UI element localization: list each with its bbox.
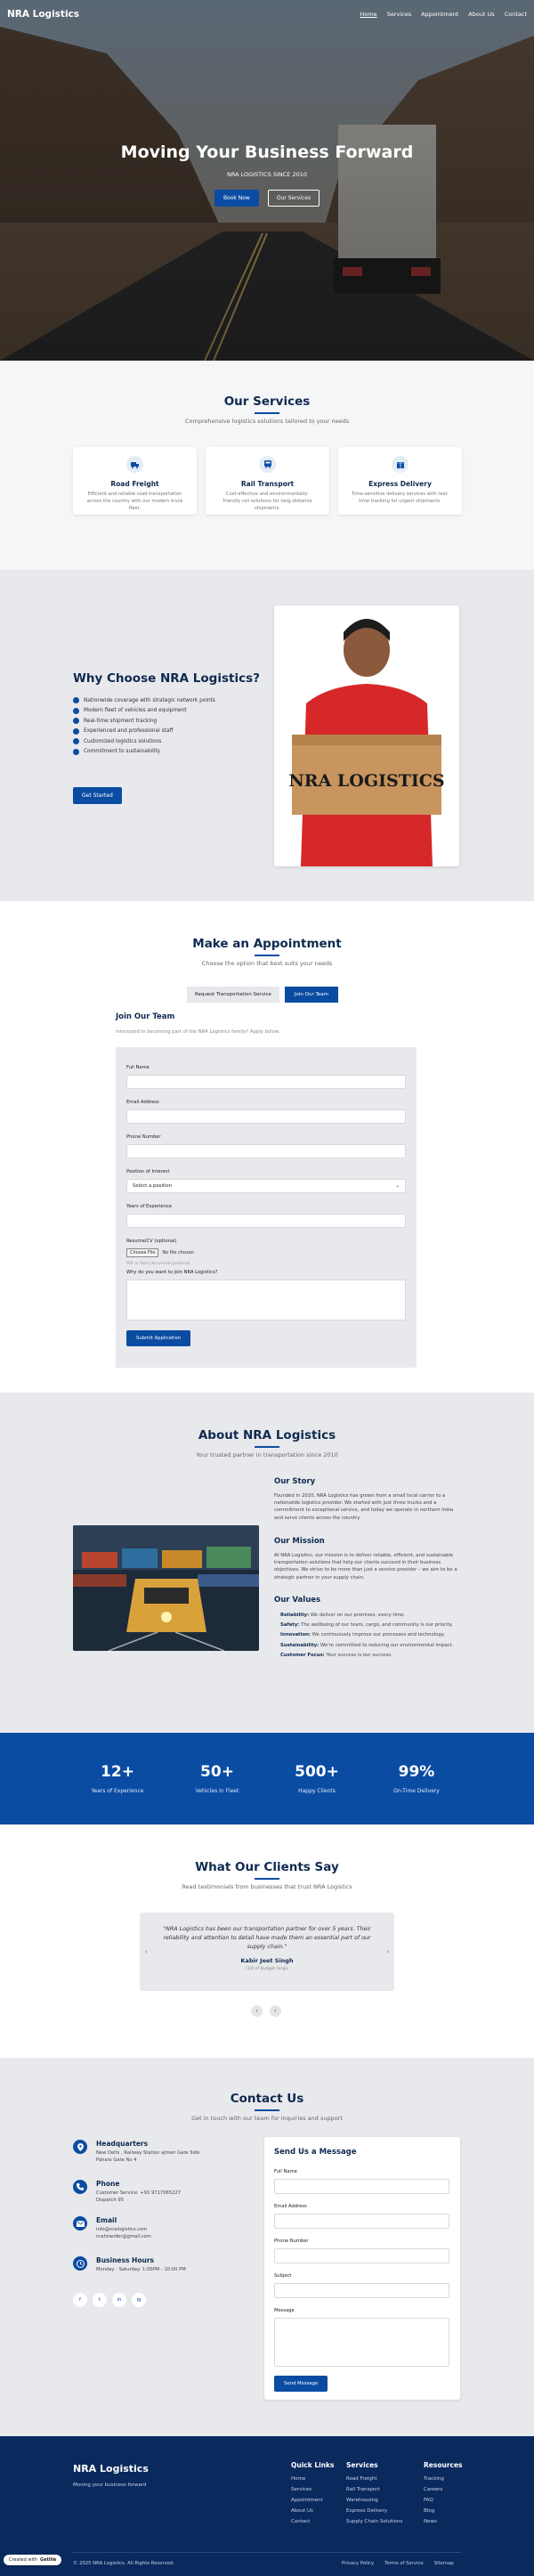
testimonials-title: What Our Clients Say — [195, 1860, 339, 1874]
envelope-icon — [73, 2216, 87, 2231]
list-item: Reliability: We deliver on our promises, every time. — [280, 1613, 406, 1618]
contact-email-input[interactable] — [274, 2214, 449, 2229]
position-select[interactable] — [126, 1179, 406, 1193]
about-subtitle: Your trusted partner in transportation since 2010 — [196, 1451, 338, 1459]
get-started-button[interactable]: Get Started — [73, 787, 122, 804]
testimonial-name: Kabir Jeet Singh — [240, 1957, 294, 1965]
email-text[interactable]: info@nralogistics.com nrahnwider@gmail.com — [96, 2227, 151, 2240]
check-circle-icon — [73, 718, 79, 724]
footer-column-title: Resources — [424, 2461, 463, 2469]
our-mission-title: Our Mission — [274, 1537, 325, 1546]
box-label: NRA LOGISTICS — [288, 771, 445, 791]
footer-link-supply-chain[interactable]: Supply Chain Solutions — [346, 2519, 403, 2524]
stat-on-time — [372, 1763, 461, 1794]
email-input[interactable] — [126, 1109, 406, 1124]
service-card-desc: Efficient and reliable road transportation across the country with our modern truck fleet. — [86, 492, 183, 511]
list-item: Customer Focus: Your success is our success. — [280, 1652, 392, 1658]
nav-link-about[interactable]: About Us — [468, 11, 495, 18]
service-card-title: Road Freight — [110, 480, 159, 488]
contact-phone-label: Phone Number — [274, 2239, 309, 2244]
footer-link-blog[interactable]: Blog — [424, 2508, 435, 2514]
privacy-policy-link[interactable]: Privacy Policy — [342, 2561, 375, 2566]
box-icon — [392, 456, 409, 473]
check-circle-icon — [73, 738, 79, 744]
testimonial-card — [140, 1913, 394, 1991]
footer-copyright: © 2025 NRA Logistics. All Rights Reserved. — [73, 2561, 175, 2566]
footer-link-services[interactable]: Services — [291, 2487, 312, 2492]
footer-link-faq[interactable]: FAQ — [424, 2498, 433, 2503]
hero-content — [0, 142, 534, 207]
footer-link-news[interactable]: News — [424, 2519, 437, 2524]
testimonials-section — [0, 1824, 534, 2058]
position-select-value: Select a position — [133, 1183, 172, 1189]
badge-text: Created with — [9, 2557, 37, 2563]
stat-vehicles — [173, 1763, 262, 1794]
contact-form — [264, 2137, 460, 2400]
chevron-right-icon[interactable]: › — [386, 1948, 389, 1955]
phone-text[interactable]: Customer Service: +91 9717065227 Dispatch 95 — [96, 2190, 182, 2204]
list-item: Customized logistics solutions — [73, 738, 215, 744]
title-underline — [255, 955, 279, 956]
footer-divider — [73, 2552, 461, 2553]
list-item: Safety: The wellbeing of our team, cargo, and community is our priority. — [280, 1622, 453, 1629]
resume-file-input[interactable] — [126, 1248, 194, 1257]
join-subtitle: Interested in becoming part of the NRA Logistics family? Apply below. — [116, 1029, 280, 1035]
created-with-badge[interactable] — [4, 2555, 61, 2565]
footer-link-tracking[interactable]: Tracking — [424, 2476, 444, 2482]
check-circle-icon — [73, 749, 79, 755]
list-item: Sustainability: We're committed to reducing our environmental impact. — [280, 1642, 454, 1648]
services-section — [0, 361, 534, 570]
top-navbar — [0, 0, 534, 28]
full-name-input[interactable] — [126, 1075, 406, 1089]
title-underline — [255, 412, 279, 414]
footer-tagline: Moving your business forward — [73, 2483, 147, 2488]
stat-years — [73, 1763, 162, 1794]
stat-clients — [272, 1763, 361, 1794]
appointment-subtitle: Choose the option that best suits your needs — [201, 960, 333, 967]
service-card-title: Rail Transport — [240, 480, 295, 488]
why-choose-section — [0, 570, 534, 901]
stat-label: On-Time Delivery — [393, 1788, 440, 1794]
nav-link-appointment[interactable]: Appointment — [421, 11, 459, 18]
contact-subject-label: Subject — [274, 2273, 292, 2279]
check-circle-icon — [73, 697, 79, 703]
stat-number: 500+ — [295, 1763, 339, 1781]
contact-phone-input[interactable] — [274, 2248, 449, 2263]
phone-icon — [73, 2180, 87, 2194]
contact-section — [0, 2058, 534, 2436]
footer-link-appointment[interactable]: Appointment — [291, 2498, 323, 2503]
check-circle-icon — [73, 708, 79, 714]
chevron-left-icon[interactable]: ‹ — [145, 1948, 148, 1955]
our-mission-text: At NRA Logistics, our mission is to deliver reliable, efficient, and sustainable transportation solutions that help our clients succeed in their business objectives. We strive to be more than just a service provider – we aim to be a strategic partner in your supply chain. — [274, 1553, 457, 1581]
contact-name-input[interactable] — [274, 2179, 449, 2194]
appointment-tabs — [187, 987, 338, 1003]
values-list — [280, 1612, 463, 1662]
stat-number: 50+ — [200, 1763, 234, 1781]
list-item: Innovation: We continuously improve our processes and technology. — [280, 1632, 445, 1638]
title-underline — [255, 2109, 279, 2111]
check-circle-icon — [73, 728, 79, 735]
contact-form-title: Send Us a Message — [274, 2148, 357, 2157]
footer-quick-links — [291, 2461, 334, 2530]
hours-text: Monday - Saturday: 1:00PM - 10:00 PM — [96, 2267, 186, 2272]
service-card-desc: Time-sensitive delivery services with real-time tracking for urgent shipments. — [351, 492, 449, 504]
service-card-rail-transport[interactable] — [206, 447, 329, 515]
service-card-express-delivery[interactable] — [338, 447, 462, 515]
book-now-button[interactable]: Book Now — [214, 190, 259, 207]
nav-link-contact[interactable]: Contact — [504, 11, 527, 18]
list-item: Real-time shipment tracking — [73, 718, 215, 724]
phone-label: Phone Number — [126, 1134, 161, 1140]
resume-label: Resume/CV (optional) — [126, 1239, 177, 1244]
terms-link[interactable]: Terms of Service — [384, 2561, 424, 2566]
footer-link-about[interactable]: About Us — [291, 2508, 313, 2514]
footer-link-rail-transport[interactable]: Rail Transport — [346, 2487, 380, 2492]
about-section — [0, 1393, 534, 1733]
testimonial-role: CEO of Budget Origin — [245, 1967, 289, 1972]
contact-subject-input[interactable] — [274, 2283, 449, 2298]
stat-number: 99% — [398, 1763, 435, 1781]
hero-subtitle: NRA LOGISTICS SINCE 2010 — [227, 171, 307, 178]
position-label: Position of Interest — [126, 1169, 170, 1174]
hero-buttons — [0, 190, 534, 207]
services-subtitle: Comprehensive logistics solutions tailored to your needs — [184, 418, 350, 425]
carousel-controls — [251, 2005, 281, 2017]
truck-icon — [126, 456, 143, 473]
badge-brand: Getlile — [40, 2557, 57, 2563]
submit-application-button[interactable]: Submit Application — [126, 1330, 190, 1346]
choose-file-button[interactable]: Choose File — [126, 1248, 158, 1257]
tab-join-team[interactable]: Join Our Team — [285, 987, 338, 1003]
footer-legal-links — [342, 2561, 454, 2566]
why-join-textarea[interactable] — [126, 1280, 406, 1321]
why-join-label: Why do you want to join NRA Logistics? — [126, 1270, 218, 1275]
twitter-icon[interactable]: t — [93, 2293, 107, 2307]
email-title: Email — [96, 2216, 117, 2224]
headquarters-title: Headquarters — [96, 2140, 149, 2148]
train-icon — [259, 456, 276, 473]
hero-section — [0, 0, 534, 361]
hero-title: Moving Your Business Forward — [120, 142, 414, 162]
our-values-title: Our Values — [274, 1596, 321, 1605]
site-footer — [0, 2436, 534, 2576]
service-cards — [73, 447, 462, 515]
site-logo[interactable]: NRA Logistics — [7, 9, 80, 20]
footer-link-warehousing[interactable]: Warehousing — [346, 2498, 378, 2503]
list-item: Nationwide coverage with strategic network points — [73, 697, 215, 703]
our-services-button[interactable]: Our Services — [268, 190, 320, 207]
services-title: Our Services — [223, 394, 311, 409]
list-item: Modern fleet of vehicles and equipment — [73, 708, 215, 714]
join-title: Join Our Team — [116, 1012, 175, 1021]
phone-input[interactable] — [126, 1144, 406, 1158]
appointment-title: Make an Appointment — [192, 937, 342, 951]
stats-section — [0, 1733, 534, 1824]
send-message-button[interactable]: Send Message — [274, 2376, 328, 2392]
footer-resources-links — [424, 2461, 463, 2530]
service-card-desc: Cost-effective and environmentally-friendly rail solutions for long-distance shipments. — [222, 492, 312, 511]
social-links — [73, 2293, 146, 2307]
rail-yard-photo — [73, 1525, 259, 1651]
service-card-road-freight[interactable] — [73, 447, 197, 515]
title-underline — [255, 1878, 279, 1880]
footer-link-road-freight[interactable]: Road Freight — [346, 2476, 377, 2482]
facebook-icon[interactable]: f — [73, 2293, 87, 2307]
sitemap-link[interactable]: Sitemap — [433, 2561, 454, 2566]
contact-title: Contact Us — [230, 2092, 304, 2106]
experience-label: Years of Experience — [126, 1204, 172, 1209]
footer-services-links — [346, 2461, 402, 2530]
contact-message-label: Message — [274, 2308, 295, 2313]
nav-link-services[interactable]: Services — [386, 11, 412, 18]
delivery-man-photo — [274, 605, 459, 866]
about-title: About NRA Logistics — [198, 1428, 336, 1442]
why-list — [73, 697, 215, 759]
why-title: Why Choose NRA Logistics? — [73, 671, 260, 686]
appointment-section — [0, 901, 534, 1393]
testimonial-quote: "NRA Logistics has been our transportation partner for over 5 years. Their reliability and attention to detail have made them an essential part of our supply chain." — [163, 1926, 371, 1950]
service-card-title: Express Delivery — [368, 480, 432, 488]
stat-label: Vehicles in Fleet — [195, 1788, 239, 1794]
footer-link-home[interactable]: Home — [291, 2476, 306, 2482]
contact-email-label: Email Address — [274, 2204, 307, 2209]
stat-number: 12+ — [101, 1763, 134, 1781]
testimonials-subtitle: Read testimonials from businesses that trust NRA Logistics — [182, 1883, 352, 1890]
instagram-icon[interactable]: ig — [132, 2293, 146, 2307]
footer-link-contact[interactable]: Contact — [291, 2519, 311, 2524]
footer-link-careers[interactable]: Careers — [424, 2487, 443, 2492]
headquarters-text: New Delhi , Railway Station ajmeri Gate Side Paharo Gate No 4 — [96, 2150, 200, 2164]
title-underline — [255, 1446, 279, 1448]
no-file-text: No file chosen — [162, 1250, 194, 1255]
phone-title: Phone — [96, 2180, 120, 2188]
tab-request-transport[interactable]: Request Transportation Service — [187, 987, 279, 1003]
experience-input[interactable] — [126, 1214, 406, 1228]
stat-label: Years of Experience — [91, 1788, 144, 1794]
footer-brand: NRA Logistics — [73, 2463, 149, 2474]
contact-name-label: Full Name — [274, 2169, 297, 2174]
footer-column-title: Services — [346, 2461, 378, 2469]
footer-link-express-delivery[interactable]: Express Delivery — [346, 2508, 388, 2514]
email-label: Email Address — [126, 1100, 159, 1105]
list-item: Experienced and professional staff — [73, 728, 215, 735]
footer-column-title: Quick Links — [291, 2461, 335, 2469]
next-arrow-button[interactable]: › — [270, 2005, 281, 2017]
nav-link-home[interactable]: Home — [360, 11, 377, 18]
our-story-text: Founded in 2010, NRA Logistics has grown from a small local carrier to a nationwide logistics provider. We started with just three trucks and a commitment to exceptional service, and today we operate in northern India and serve clients across the country. — [274, 1493, 454, 1521]
chevron-down-icon: ⌄ — [395, 1183, 400, 1189]
resume-hint: PDF or Word documents preferred — [126, 1261, 190, 1265]
full-name-label: Full Name — [126, 1065, 150, 1070]
hours-title: Business Hours — [96, 2256, 154, 2264]
prev-arrow-button[interactable]: ‹ — [251, 2005, 263, 2017]
contact-subtitle: Get in touch with our team for inquiries and support — [191, 2115, 343, 2122]
nav-links — [360, 11, 527, 18]
our-story-title: Our Story — [274, 1477, 316, 1486]
location-pin-icon — [73, 2140, 87, 2154]
linkedin-icon[interactable]: in — [112, 2293, 126, 2307]
contact-message-textarea[interactable] — [274, 2318, 449, 2367]
join-form — [116, 1047, 417, 1368]
clock-icon — [73, 2256, 87, 2271]
list-item: Commitment to sustainability — [73, 749, 215, 755]
stat-label: Happy Clients — [298, 1788, 336, 1794]
